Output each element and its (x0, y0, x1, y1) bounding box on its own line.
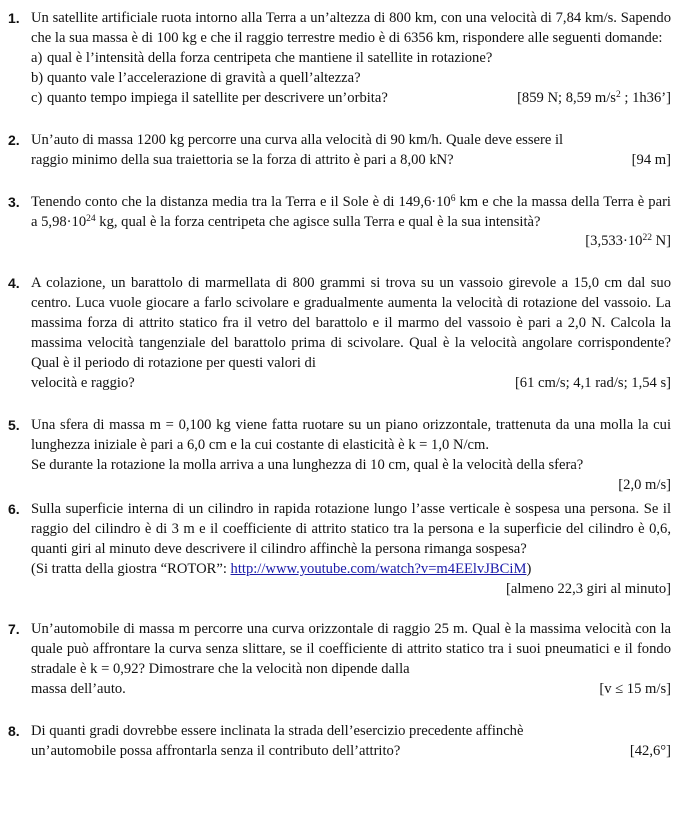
problem-2 (8, 130, 671, 170)
problem-7 (8, 619, 671, 699)
problem-text: massa dell’auto. (31, 681, 126, 697)
sub-question-a: a) qual è l’intensità della forza centripeta che mantiene il satellite in rotazione? (31, 50, 493, 66)
problem-body (31, 8, 671, 108)
problem-body (31, 192, 671, 251)
problem-text: velocità e raggio? (31, 375, 135, 391)
problem-number: 5. (8, 417, 20, 433)
problem-note: (Si tratta della giostra “ROTOR”: http://www.youtube.com/watch?v=m4EElvJBCiM) (31, 561, 532, 577)
problem-text: un’automobile possa affrontarla senza il contributo dell’attrito? (31, 743, 401, 759)
sub-question-c-row (31, 88, 671, 108)
sub-question-c: c) quanto tempo impiega il satellite per descrivere un’orbita? (31, 90, 388, 106)
problem-6 (8, 499, 671, 599)
problem-body (31, 721, 671, 761)
problem-number: 1. (8, 10, 20, 26)
answer: [42,6°] (629, 743, 671, 759)
problem-body (31, 499, 671, 599)
youtube-link[interactable]: http://www.youtube.com/watch?v=m4EElvJBCiM (230, 561, 527, 577)
answer: [$3,533\cdot 10^{22}$ N] (585, 233, 671, 249)
answer: [v ≤ 15 m/s] (599, 681, 671, 697)
answer: [94 m] (631, 152, 671, 168)
problem-number: 4. (8, 275, 20, 291)
problem-body (31, 130, 671, 170)
sub-question-b: b) quanto vale l’accelerazione di gravità a quell’altezza? (31, 70, 361, 86)
problem-text: Tenendo conto che la distanza media tra la Terra e il Sole è di $149,6\cdot 10^6$ km e che la massa della Terra è pari a $5,98\cdot 10^{24}$ kg, qual è la forza centripeta che agisce sulla Terra e qual è la sua intensità? (31, 194, 671, 230)
problem-5 (8, 415, 671, 495)
problem-text: Sulla superficie interna di un cilindro in rapida rotazione lungo l’asse verticale è sospesa una persona. Se il raggio del cilindro è di 3 m e il coefficiente di attrito statico tra la persona e la superficie del cilindro è 0,6, quanti giri al minuto deve descrivere il cilindro affinchè la persona rimanga sospesa? (31, 501, 671, 557)
problem-body (31, 415, 671, 495)
answer: [almeno 22,3 giri al minuto] (506, 581, 671, 597)
problem-text: Un’auto di massa 1200 kg percorre una curva alla velocità di 90 km/h. Quale deve essere il (31, 132, 564, 148)
problem-3 (8, 192, 671, 251)
problem-number: 6. (8, 501, 20, 517)
problem-body (31, 273, 671, 393)
problem-body (31, 619, 671, 699)
problem-text: raggio minimo della sua traiettoria se la forza di attrito è pari a 8,00 kN? (31, 152, 454, 168)
problem-text: Un’automobile di massa m percorre una curva orizzontale di raggio 25 m. Qual è la massima velocità con la quale può affrontare la curva senza slittare, se il coefficiente di attrito statico tra i suoi pneumatici e il fondo stradale è k = 0,92? Dimostrare che la velocità non dipende dalla (31, 621, 671, 677)
answer: [2,0 m/s] (618, 477, 671, 493)
problem-8 (8, 721, 671, 761)
answer: [859 N; 8,59 $m/s^2$ ; 1h36’] (517, 90, 671, 106)
problem-number: 7. (8, 621, 20, 637)
problem-number: 2. (8, 132, 20, 148)
problem-text: A colazione, un barattolo di marmellata di 800 grammi si trova su un vassoio girevole a 15,0 cm dal suo centro. Luca vuole giocare a farlo scivolare e gradualmente aumenta la velocità di rotazione del vassoio. La massima forza di attrito statico fra il vetro del barattolo e il marmo del vassoio è pari a 2,0 N. Calcola la massima velocità tangenziale del barattolo prima di scivolare. Qual è la velocità angolare corrispondente? Qual è il periodo di rotazione per questi valori di (31, 275, 671, 371)
problem-4 (8, 273, 671, 393)
problem-number: 8. (8, 723, 20, 739)
problem-text: Se durante la rotazione la molla arriva a una lunghezza di 10 cm, qual è la velocità della sfera? (31, 457, 584, 473)
problem-text: Un satellite artificiale ruota intorno alla Terra a un’altezza di 800 km, con una velocità di 7,84 km/s. Sapendo che la sua massa è di 100 kg e che il raggio terrestre medio è di 6356 km, rispondere alle seguenti domande: (31, 10, 671, 46)
problem-text: Di quanti gradi dovrebbe essere inclinata la strada dell’esercizio precedente affinchè (31, 723, 524, 739)
problem-1 (8, 8, 671, 108)
problem-number: 3. (8, 194, 20, 210)
problem-text: Una sfera di massa m = 0,100 kg viene fatta ruotare su un piano orizzontale, trattenuta da una molla la cui lunghezza iniziale è pari a 6,0 cm e la cui costante di elasticità è k = 1,0 N/cm. (31, 417, 671, 453)
answer: [61 cm/s; 4,1 rad/s; 1,54 s] (514, 375, 671, 391)
